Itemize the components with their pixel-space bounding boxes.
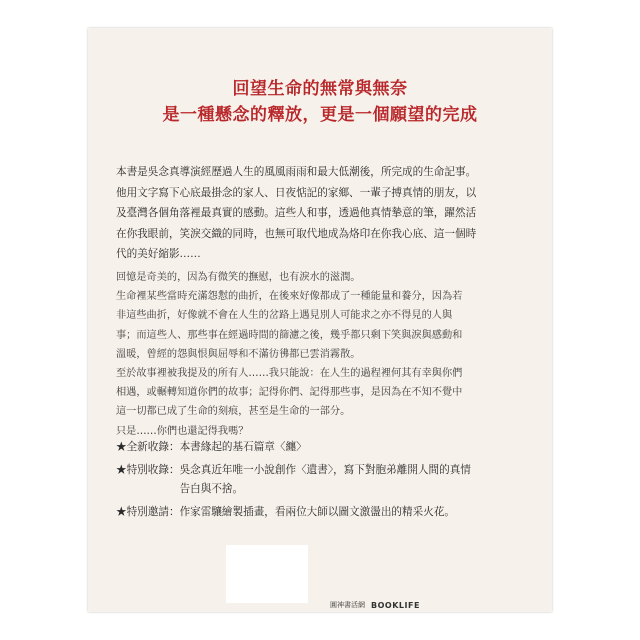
author-quote bbox=[116, 268, 526, 441]
note-text-line: 作家雷驤繪製插畫，看兩位大師以圖文激盪出的精采火花。 bbox=[179, 505, 455, 518]
quote-line: 這一切都已成了生命的刻痕，甚至是生命的一部分。 bbox=[116, 406, 351, 418]
note-special-invitation bbox=[116, 503, 526, 523]
quote-line: 回憶是奇美的，因為有微笑的撫慰，也有淚水的滋潤。 bbox=[116, 272, 361, 283]
quote-line: 只是……你們也還記得我嗎？ bbox=[116, 425, 249, 437]
note-text bbox=[180, 461, 471, 500]
quote-line: 生命裡某些當時充滿怨懟的曲折，在後來好像都成了一種能量和養分，因為若 bbox=[116, 291, 463, 303]
note-new-inclusion bbox=[116, 438, 526, 458]
intro-paragraph bbox=[116, 162, 526, 265]
note-special-inclusion bbox=[116, 461, 526, 500]
publisher-footer bbox=[330, 598, 420, 612]
note-label: ★特別邀請： bbox=[116, 505, 180, 518]
book-back-cover bbox=[88, 28, 552, 612]
headline-line-2: 是一種懸念的釋放，更是一個願望的完成 bbox=[162, 105, 478, 125]
quote-line: 相遇，或輾轉知道你們的故事；記得你們、記得那些事，是因為在不知不覺中 bbox=[116, 387, 463, 399]
publisher-name: 圓神書活網 bbox=[330, 601, 365, 609]
intro-line: 本書是吳念真導演經歷過人生的風風雨雨和最大低潮後，所完成的生命記事。 bbox=[116, 166, 477, 178]
note-label: ★特別收錄： bbox=[116, 463, 180, 476]
note-text-line: 告白與不捨。 bbox=[179, 483, 244, 495]
quote-line: 事；而這些人、那些事在經過時間的篩濾之後，幾乎都只剩下笑與淚與感動和 bbox=[116, 329, 463, 341]
note-text-line: 本書緣起的基石篇章〈纏〉 bbox=[179, 441, 307, 453]
intro-line: 代的美好縮影…… bbox=[116, 248, 201, 261]
quote-line: 溫暖，曾經的怨與恨與屈辱和不滿彷彿都已雲消霧散。 bbox=[116, 348, 361, 360]
barcode-area bbox=[226, 545, 308, 603]
note-text bbox=[180, 438, 307, 458]
intro-line: 他用文字寫下心底最掛念的家人、日夜惦記的家鄉、一輩子搏真情的朋友，以 bbox=[116, 186, 477, 199]
feature-notes bbox=[116, 438, 526, 525]
quote-line: 至於故事裡被我提及的所有人……我只能說：在人生的過程裡何其有幸與你們 bbox=[116, 368, 463, 380]
intro-line: 在你我眼前，笑淚交織的同時，也無可取代地成為烙印在你我心底、這一個時 bbox=[116, 227, 477, 240]
brand-logo: BOOKLIFE bbox=[371, 600, 420, 610]
intro-line: 及臺灣各個角落裡最真實的感動。這些人和事，透過他真情摯意的筆，躍然活 bbox=[116, 207, 477, 220]
note-text bbox=[180, 503, 455, 523]
note-text-line: 吳念真近年唯一小說創作〈遺書〉，寫下對胞弟離開人間的真情 bbox=[179, 463, 471, 476]
headline-line-1: 回望生命的無常與無奈 bbox=[232, 79, 408, 99]
note-label: ★全新收錄： bbox=[116, 441, 180, 453]
quote-line: 非這些曲折，好像就不會在人生的岔路上遇見別人可能求之亦不得見的人與 bbox=[116, 310, 453, 322]
